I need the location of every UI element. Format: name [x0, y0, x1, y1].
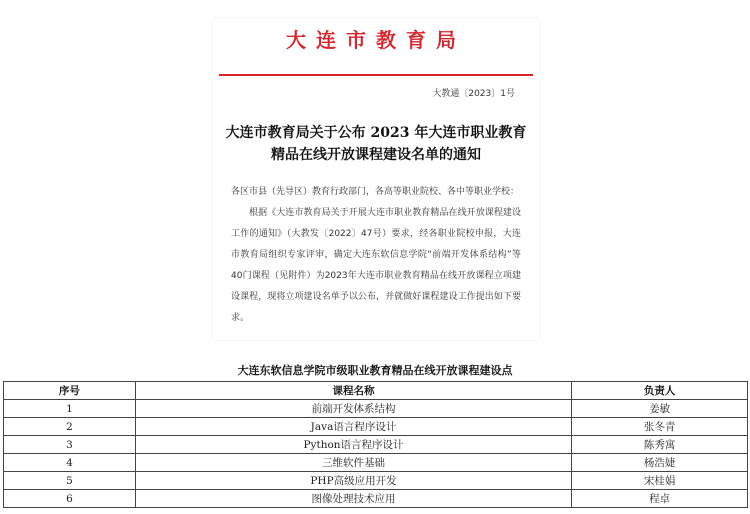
row-index: 3 — [4, 436, 136, 454]
row-index: 4 — [4, 454, 136, 472]
header-lead: 负责人 — [572, 382, 748, 400]
table-title: 大连东软信息学院市级职业教育精品在线开放课程建设点 — [237, 364, 513, 377]
row-lead: 张冬青 — [572, 418, 748, 436]
row-index: 5 — [4, 472, 136, 490]
row-course-name: Java语言程序设计 — [135, 418, 571, 436]
row-lead: 程卓 — [572, 490, 748, 508]
header-index: 序号 — [4, 382, 136, 400]
row-lead: 杨浩婕 — [572, 454, 748, 472]
row-course-name: 图像处理技术应用 — [135, 490, 571, 508]
table-header-row — [4, 382, 748, 400]
row-lead: 宋桂娟 — [572, 472, 748, 490]
notice-document-image — [213, 18, 539, 340]
table-row — [4, 436, 748, 454]
table-row — [4, 472, 748, 490]
red-divider-line — [219, 74, 533, 76]
table-row — [4, 454, 748, 472]
course-table — [3, 381, 748, 508]
table-row — [4, 418, 748, 436]
row-course-name: PHP高级应用开发 — [135, 472, 571, 490]
row-index: 2 — [4, 418, 136, 436]
body-paragraph: 根据《大连市教育局关于开展大连市职业教育精品在线开放课程建设工作的通知》（大教发〔2022〕47号）要求，经各职业院校申报，大连市教育局组织专家评审，确定大连东软信息学院“前端开发体系结构”等40门课程（见附件）为2023年大连市职业教育精品在线开放课程立项建设课程，现将立项建设名单予以公布，并就做好课程建设工作提出如下要求。 — [231, 208, 521, 323]
row-index: 1 — [4, 400, 136, 418]
issuer-header: 大连市教育局 — [286, 28, 466, 52]
document-body — [231, 182, 521, 329]
header-course-name: 课程名称 — [135, 382, 571, 400]
row-course-name: Python语言程序设计 — [135, 436, 571, 454]
document-title: 大连市教育局关于公布 2023 年大连市职业教育精品在线开放课程建设名单的通知 — [225, 125, 527, 163]
row-lead: 姜敏 — [572, 400, 748, 418]
row-lead: 陈秀寓 — [572, 436, 748, 454]
row-course-name: 三维软件基础 — [135, 454, 571, 472]
table-row — [4, 400, 748, 418]
row-index: 6 — [4, 490, 136, 508]
table-row — [4, 490, 748, 508]
salutation: 各区市县（先导区）教育行政部门，各高等职业院校、各中等职业学校： — [231, 187, 520, 197]
row-course-name: 前端开发体系结构 — [135, 400, 571, 418]
document-number: 大教通〔2023〕1号 — [432, 89, 515, 99]
